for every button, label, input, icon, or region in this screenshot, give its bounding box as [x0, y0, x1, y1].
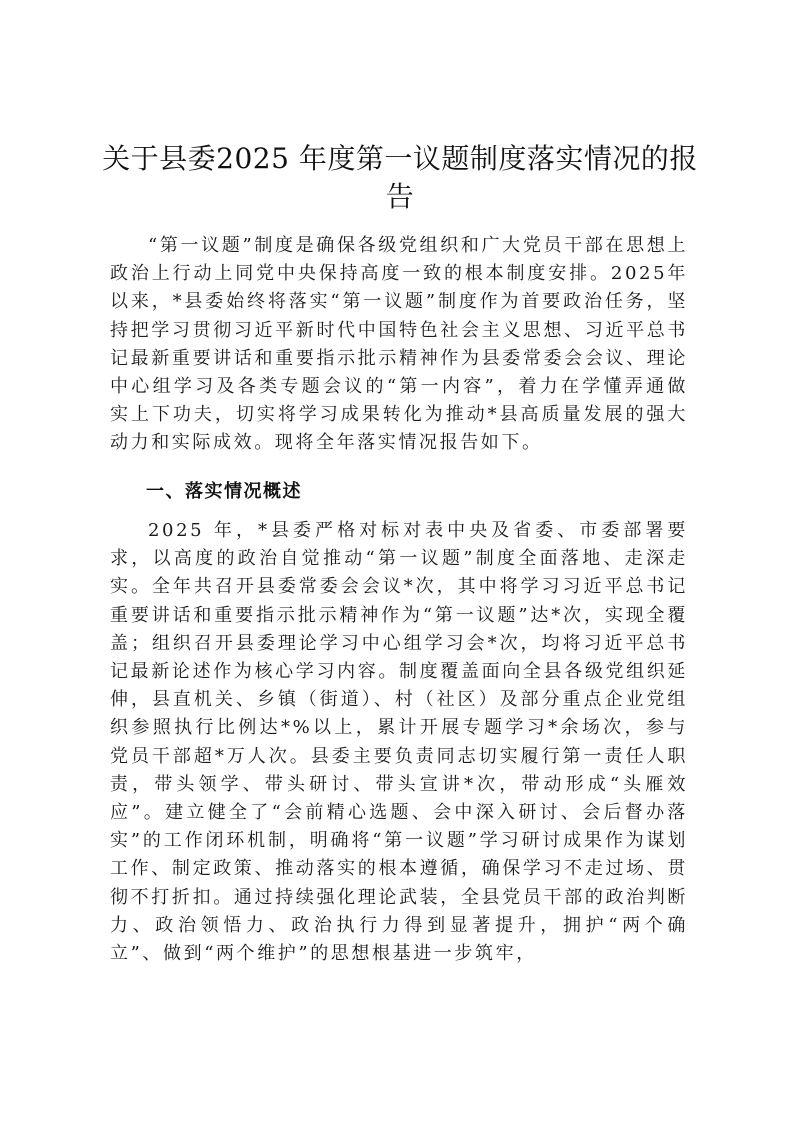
section-paragraph: 2025 年，*县委严格对标对表中央及省委、市委部署要求，以高度的政治自觉推动“第一议题”制度全面落地、走深走实。全年共召开县委常委会会议*次，其中将学习习近平总书记重要讲话和重要指示批示精神作为“第一议题”达*次，实现全覆盖；组织召开县委理论学习中心组学习会*次，均将习近平总书记最新论述作为核心学习内容。制度覆盖面向全县各级党组织延伸，县直机关、乡镇（街道）、村（社区）及部分重点企业党组织参照执行比例达*%以上，累计开展专题学习*余场次，参与党员干部超*万人次。县委主要负责同志切实履行第一责任人职责，带头领学、带头研讨、带头宣讲*次，带动形成“头雁效应”。建立健全了“会前精心选题、会中深入研讨、会后督办落实”的工作闭环机制，明确将“第一议题”学习研讨成果作为谋划工作、制定政策、推动落实的根本遵循，确保学习不走过场、贯彻不打折扣。通过持续强化理论武装，全县党员干部的政治判断力、政治领悟力、政治执行力得到显著提升，拥护“两个确立”、做到“两个维护”的思想根基进一步筑牢， [110, 520, 688, 965]
intro-paragraph: “第一议题”制度是确保各级党组织和广大党员干部在思想上政治上行动上同党中央保持高度一致的根本制度安排。2025年以来，*县委始终将落实“第一议题”制度作为首要政治任务，坚持把学习贯彻习近平新时代中国特色社会主义思想、习近平总书记最新重要讲话和重要指示批示精神作为县委常委会会议、理论中心组学习及各类专题会议的“第一内容”，着力在学懂弄通做实上下功夫，切实将学习成果转化为推动*县高质量发展的强大动力和实际成效。现将全年落实情况报告如下。 [110, 235, 688, 454]
section-heading: 一、落实情况概述 [146, 481, 302, 502]
document-title: 关于县委2025 年度第一议题制度落实情况的报告 [102, 142, 698, 213]
